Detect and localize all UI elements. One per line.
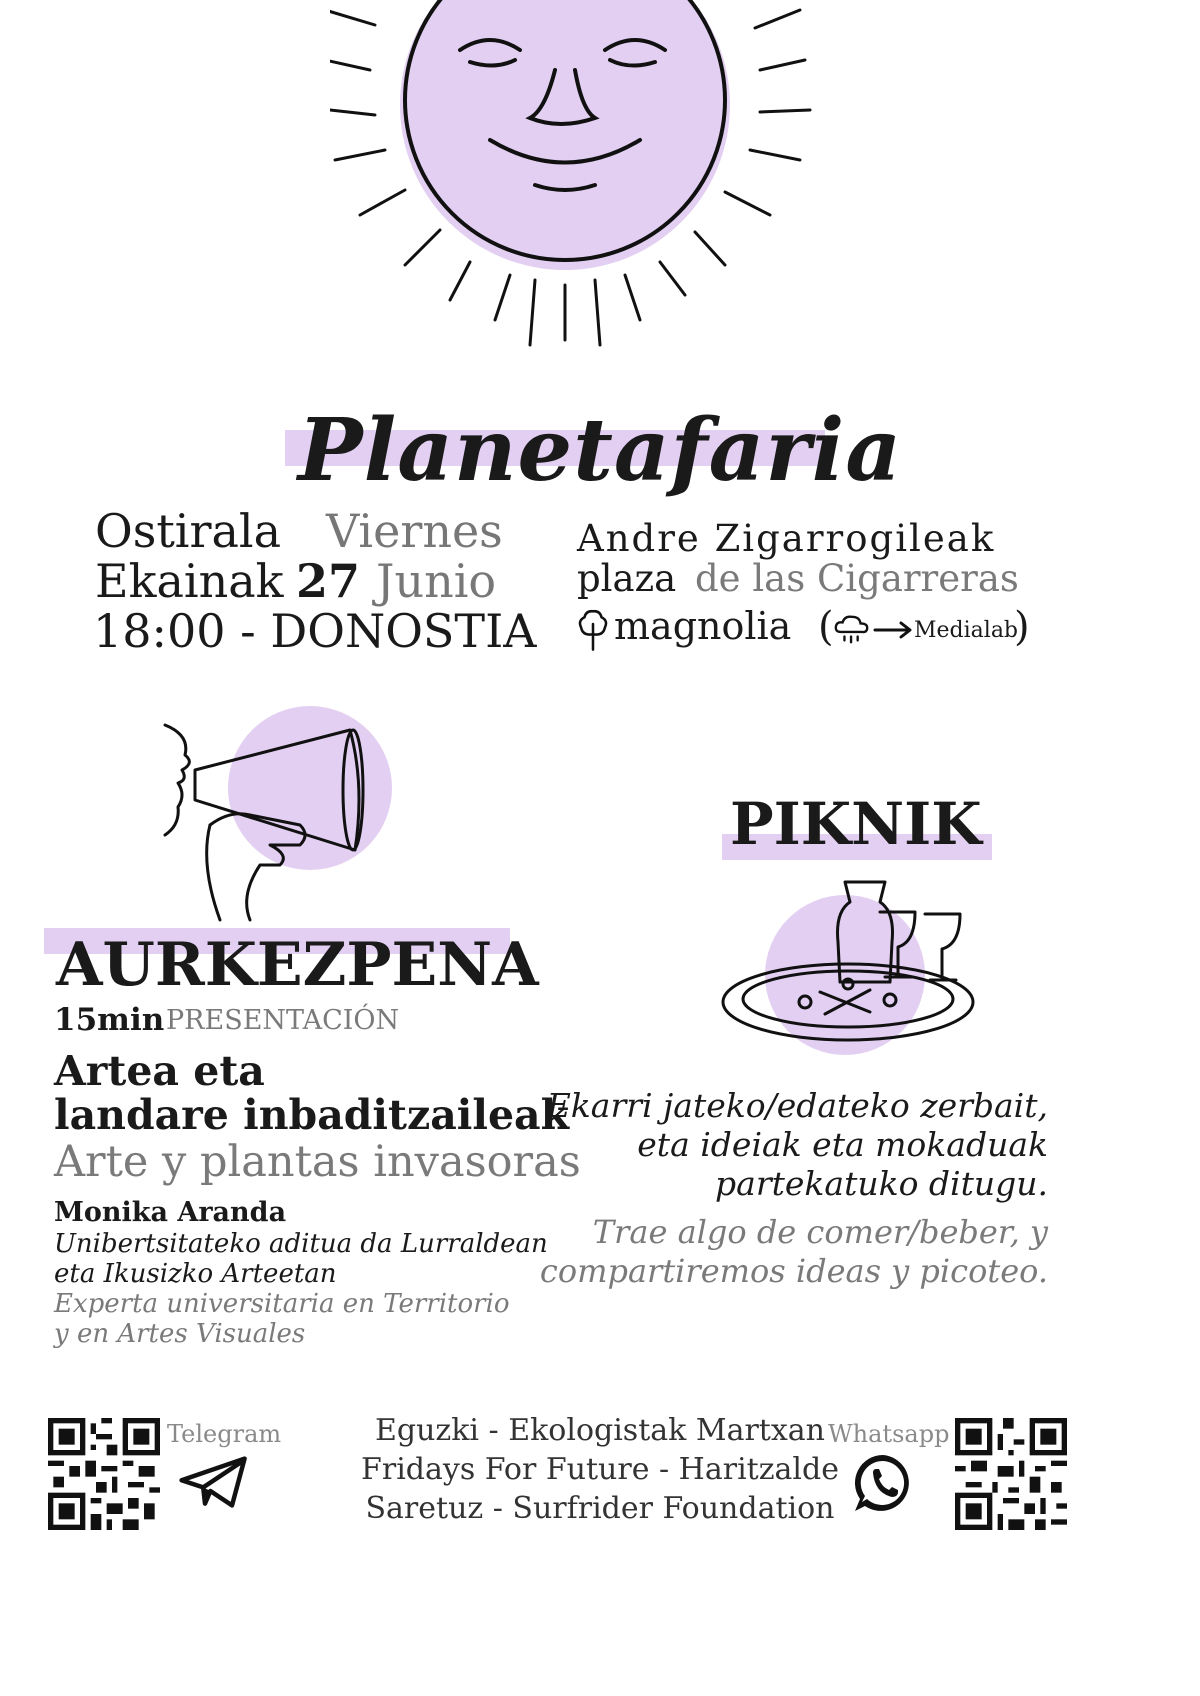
speaker-bio-es-line2: y en Artes Visuales <box>54 1319 306 1349</box>
talk-title-eu-line2: landare inbaditzaileak <box>54 1091 570 1139</box>
telegram-label: Telegram <box>167 1420 282 1448</box>
speaker-bio-es-line1: Experta universitaria en Territorio <box>54 1289 510 1319</box>
organizer-line-1: Eguzki - Ekologistak Martxan <box>375 1413 825 1448</box>
presentation-duration: 15min <box>54 1002 165 1038</box>
megaphone-illustration <box>150 715 400 925</box>
talk-title-es: Arte y plantas invasoras <box>54 1137 581 1187</box>
picnic-text-es-line1: Trae algo de comer/beber, y <box>592 1213 1048 1251</box>
sun-face-illustration <box>330 0 890 390</box>
presentation-label-es: PRESENTACIÓN <box>166 1005 400 1036</box>
paren-open: ( <box>818 604 834 650</box>
venue-plaza-es: de las Cigarreras <box>695 557 1019 600</box>
whatsapp-qr-code[interactable] <box>955 1418 1067 1530</box>
presentation-heading: AURKEZPENA <box>56 930 539 1000</box>
venue-spot: magnolia <box>614 604 792 648</box>
organizer-line-2: Fridays For Future - Haritzalde <box>361 1452 839 1487</box>
speaker-bio-eu-line2: eta Ikusizko Arteetan <box>54 1259 337 1289</box>
picnic-text-eu-line2: eta ideiak eta mokaduak <box>637 1125 1048 1164</box>
whatsapp-icon[interactable] <box>851 1451 915 1515</box>
rain-cloud-icon <box>833 613 871 647</box>
picnic-food-illustration <box>720 872 980 1062</box>
month-eu: Ekainak <box>95 554 284 608</box>
picnic-text-eu-line1: Ekarri jateko/edateko zerbait, <box>546 1086 1048 1125</box>
day-number: 27 <box>296 554 361 608</box>
talk-title-eu-line1: Artea eta <box>54 1047 265 1095</box>
day-eu: Ostirala <box>95 504 282 558</box>
paren-close: ) <box>1014 604 1030 650</box>
telegram-icon[interactable] <box>178 1453 250 1511</box>
picnic-text-es-line2: compartiremos ideas y picoteo. <box>539 1252 1048 1290</box>
speaker-bio-eu-line1: Unibertsitateko aditua da Lurraldean <box>54 1229 548 1259</box>
day-es: Viernes <box>326 504 503 558</box>
arrow-right-icon <box>873 620 913 640</box>
tree-icon <box>576 608 610 652</box>
picnic-heading: PIKNIK <box>730 790 982 858</box>
time-place: 18:00 - DONOSTIA <box>93 604 537 658</box>
telegram-qr-code[interactable] <box>48 1418 160 1530</box>
venue-plaza-eu: plaza <box>577 557 677 600</box>
event-title: Planetafaria <box>297 400 903 501</box>
speaker-name: Monika Aranda <box>54 1197 287 1228</box>
organizer-line-3: Saretuz - Surfrider Foundation <box>365 1491 835 1526</box>
picnic-text-eu-line3: partekatuko ditugu. <box>715 1164 1048 1203</box>
venue-line1: Andre Zigarrogileak <box>577 517 996 560</box>
whatsapp-label: Whatsapp <box>828 1420 950 1448</box>
month-es: Junio <box>376 554 497 608</box>
venue-rain-alt: Medialab <box>914 618 1019 643</box>
